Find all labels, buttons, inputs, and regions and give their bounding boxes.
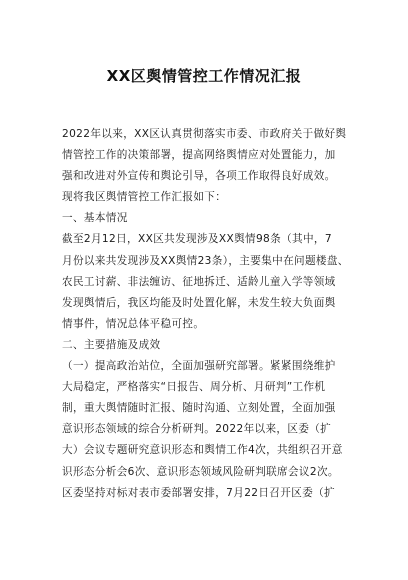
paragraph-line: 强和改进对外宣传和舆论引导，各项工作取得良好成效。 (62, 170, 336, 183)
paragraph-line: （一）提高政治站位，全面加强研究部署。紧紧围绕维护 (62, 360, 336, 373)
paragraph-line: 现将我区舆情管控工作汇报如下： (62, 191, 227, 204)
paragraph-line: 区委坚持对标对表市委部署安排，7月22日召开区委（扩 (62, 486, 335, 499)
paragraph-line: 制，重大舆情随时汇报、随时沟通、立刻处置，全面加强 (62, 402, 336, 415)
paragraph-line: 情管控工作的决策部署，提高网络舆情应对处置能力，加 (62, 149, 336, 162)
paragraph-line: 识形态分析会6次、意识形态领域风险研判联席会议2次。 (62, 465, 339, 478)
document-body (62, 124, 352, 504)
section-heading: 二、主要措施及成效 (62, 338, 161, 351)
paragraph-line: 情事件，情况总体平稳可控。 (62, 317, 205, 330)
paragraph-line: 农民工讨薪、非法缠访、征地拆迁、适龄儿童入学等领域 (62, 275, 336, 288)
paragraph-line: 发现舆情后，我区均能及时处置化解，未发生较大负面舆 (62, 296, 336, 309)
paragraph-line: 2022年以来，XX区认真贯彻落实市委、市政府关于做好舆 (62, 128, 347, 140)
section-heading: 一、基本情况 (62, 212, 128, 225)
document-title: XX区舆情管控工作情况汇报 (106, 67, 302, 85)
paragraph-line: 意识形态领域的综合分析研判。2022年以来，区委（扩 (62, 423, 332, 436)
paragraph-line: 月份以来共发现涉及XX舆情23条），主要集中在问题楼盘、 (62, 254, 349, 267)
paragraph-line: 截至2月12日，XX区共发现涉及XX舆情98条（其中，7 (62, 233, 332, 246)
paragraph-line: 大）会议专题研究意识形态和舆情工作4次，共组织召开意 (62, 444, 343, 457)
paragraph-line: 大局稳定，严格落实“日报告、周分析、月研判”工作机 (62, 381, 326, 394)
